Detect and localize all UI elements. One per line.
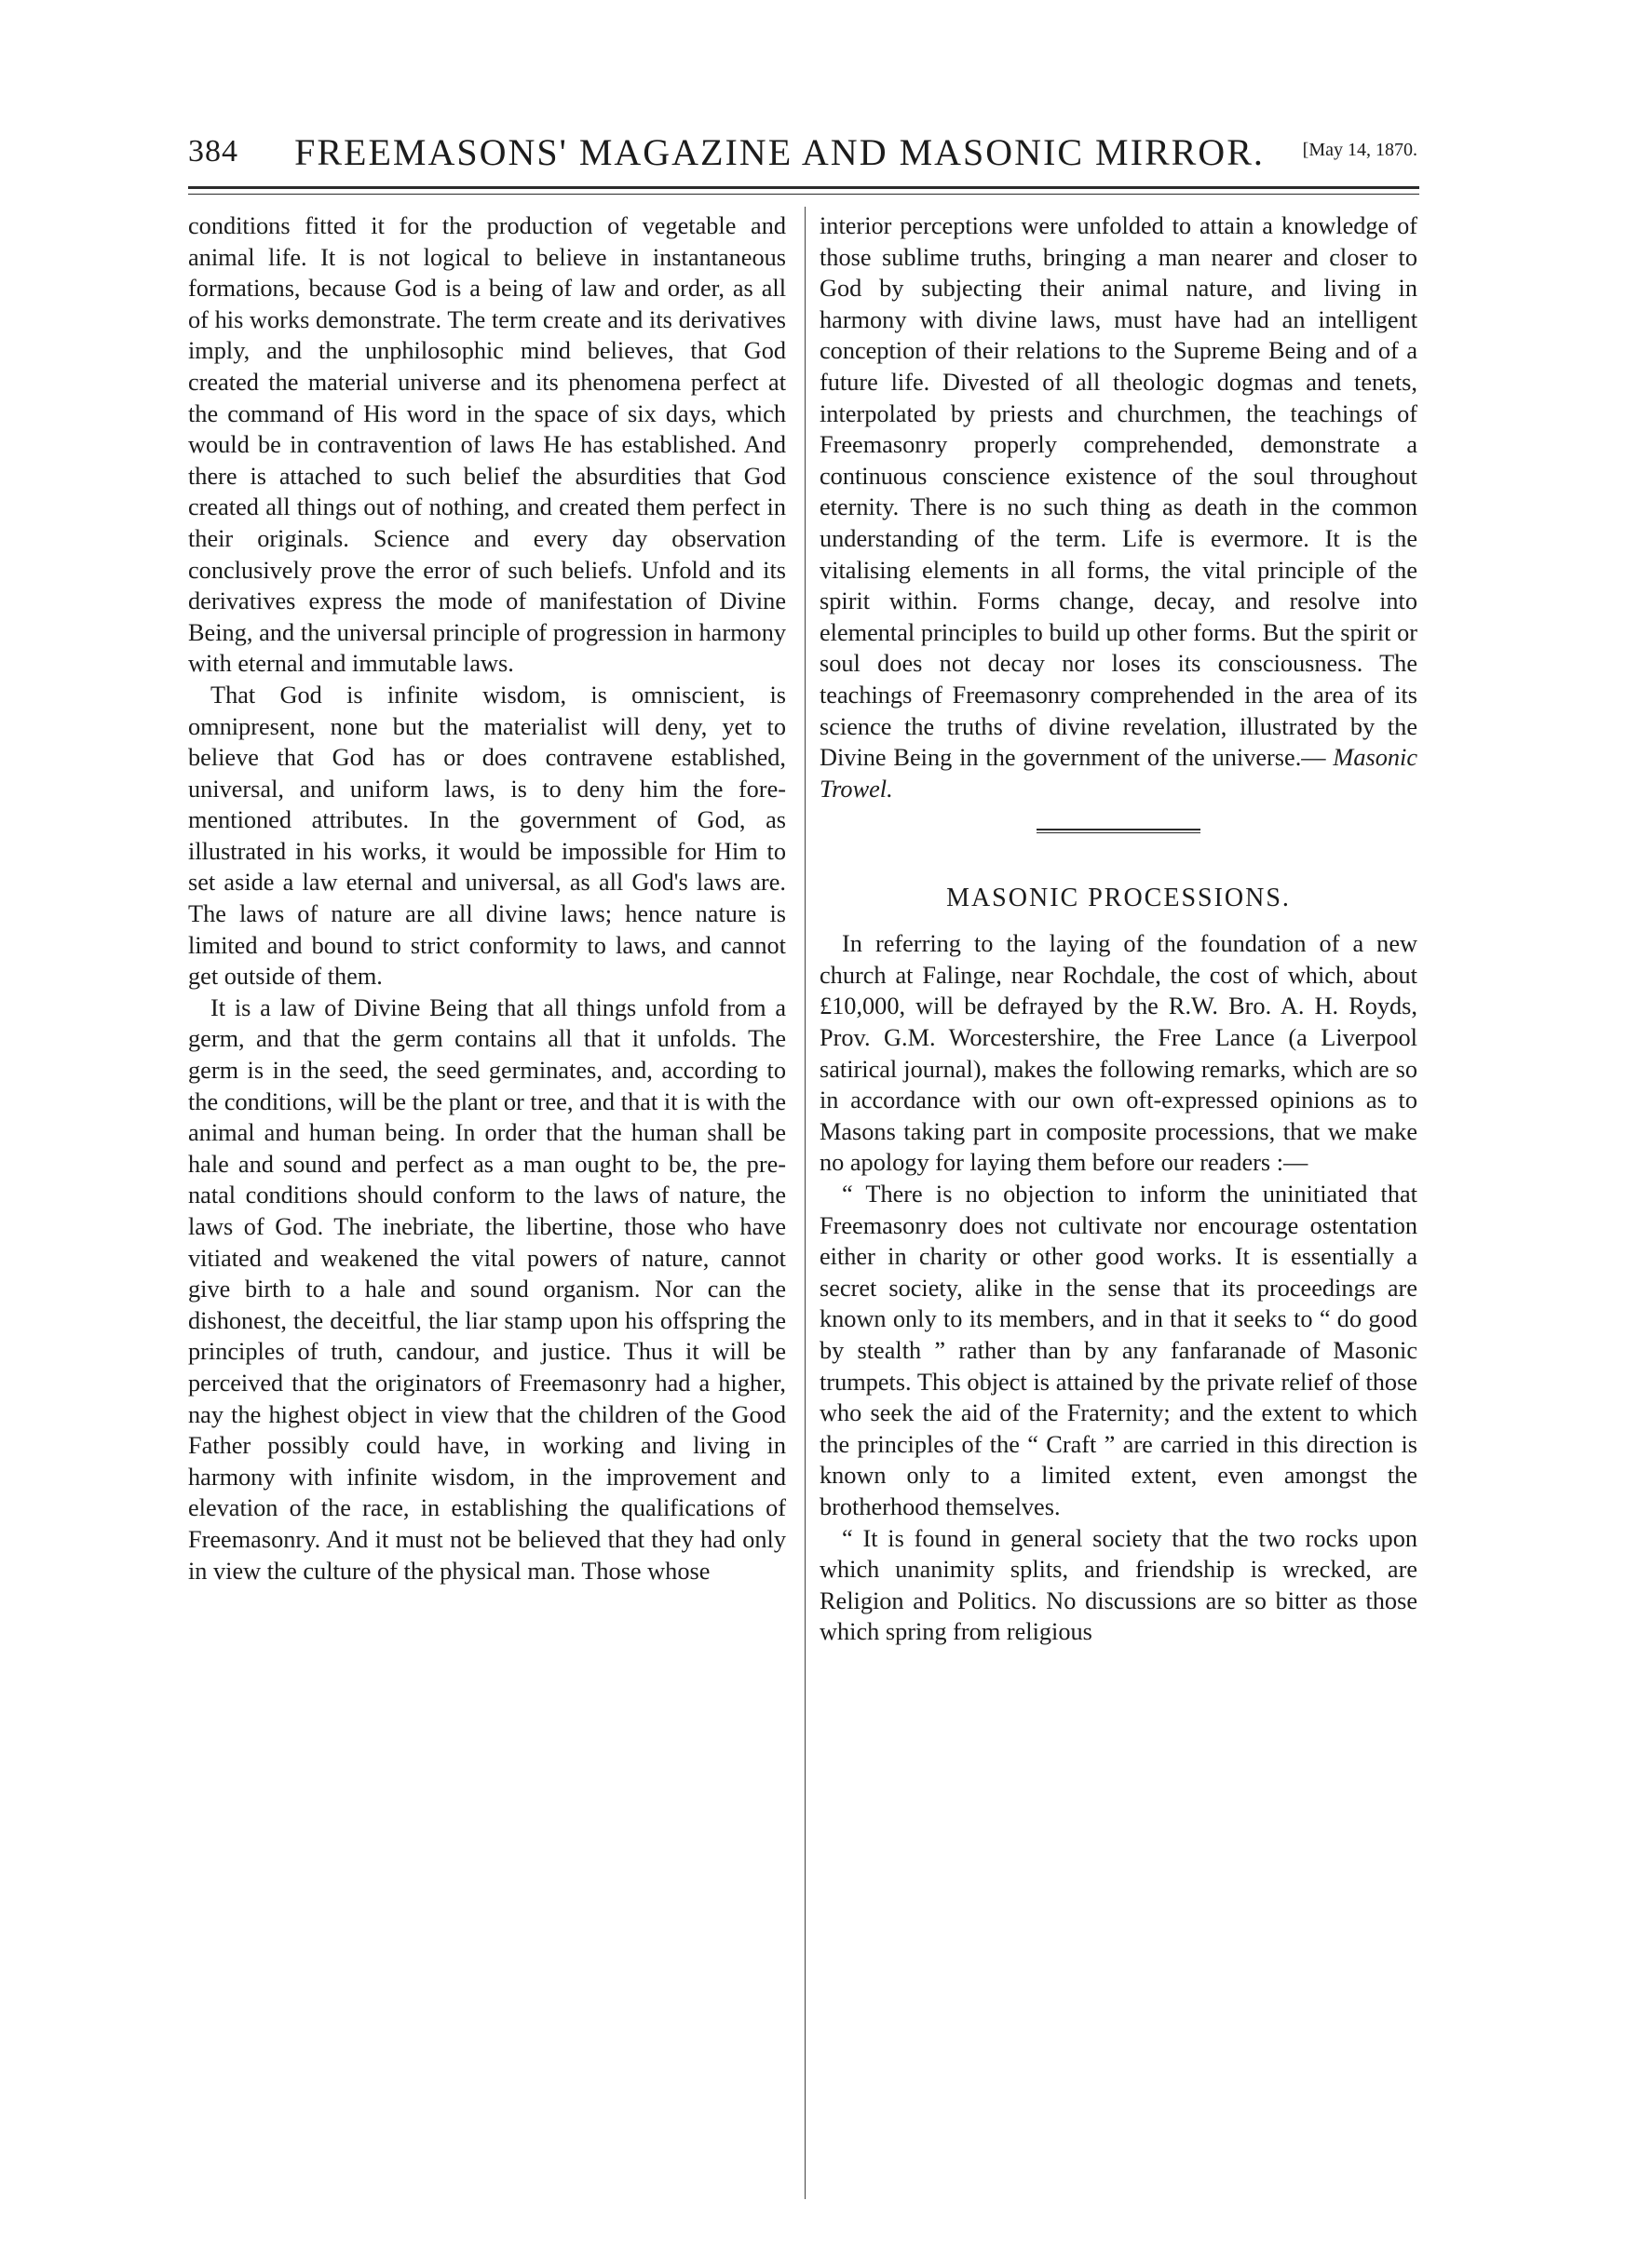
right-column <box>820 210 1417 1648</box>
left-column <box>188 210 786 1586</box>
article-separator-thin <box>1037 832 1200 833</box>
article-paragraph: In referring to the laying of the foundation of a new church at Falinge, near Rochdale, the cost of which, about £10,000, will be defrayed by the R.W. Bro. A. H. Royds, Prov. G.M. Worcestershire, the Free Lance (a Liverpool satirical journal), makes the following remarks, which are so in accordance with our own oft-expressed opinions as to Masons taking part in composite processions, that we make no apology for laying them before our readers :— <box>820 930 1417 1177</box>
header-rule-thin <box>188 194 1419 195</box>
article-paragraph <box>820 210 1417 804</box>
article-paragraph: “ It is found in general society that the two rocks upon which unanimity splits, and friendship is wrecked, are Religion and Politics. No discussions are so bitter as those which spring from religious <box>820 1524 1417 1646</box>
article-paragraph: It is a law of Divine Being that all things unfold from a germ, and that the germ contains all that it unfolds. The germ is in the seed, the seed germinates, and, according to the conditions, will be the plant or tree, and that it is with the animal and human being. In order that the human shall be hale and sound and perfect as a man ought to be, the pre-natal conditions should conform to the laws of nature, the laws of God. The inebriate, the libertine, those who have vitiated and weakened the vital powers of nature, cannot give birth to a hale and sound organism. Nor can the dishonest, the deceitful, the liar stamp upon his offspring the principles of truth, candour, and justice. Thus it will be perceived that the originators of Freemasonry had a higher, nay the highest object in view that the children of the Good Father possibly could have, in working and living in harmony with infinite wisdom, in the improvement and elevation of the race, in establishing the qualifications of Freemasonry. And it must not be believed that they had only in view the culture of the physical man. Those whose <box>188 993 786 1585</box>
masthead-title: FREEMASONS' MAGAZINE AND MASONIC MIRROR. <box>294 131 1265 173</box>
article-separator <box>1037 829 1200 830</box>
source-attribution: Masonic Trowel. <box>820 744 1417 803</box>
page-header <box>188 128 1419 181</box>
issue-date: [May 14, 1870. <box>1302 140 1417 160</box>
continued-text: interior perceptions were unfolded to attain a knowledge of those sublime truths, bringing a man nearer and closer to God by subjecting their animal nature, and living in harmony with divine laws, must have had an intelligent conception of their relations to the Supreme Being and of a future life. Divested of all theologic dogmas and tenets, interpolated by priests and churchmen, the teachings of Freemasonry properly comprehended, demonstrate a continuous conscience existence of the soul throughout eternity. There is no such thing as death in the common understanding of the term. Life is evermore. It is the vitalising elements in all forms, the vital principle of the spirit within. Forms change, decay, and resolve into elemental principles to build up other forms. But the spirit or soul does not decay nor loses its consciousness. The teachings of Freemasonry comprehended in the area of its science the truths of divine revelation, illustrated by the Divine Being in the government of the universe.— <box>820 212 1417 772</box>
article-paragraph: conditions fitted it for the production of vegetable and animal life. It is not logical to believe in instantaneous formations, because God is a being of law and order, as all of his works demonstrate. The term create and its derivatives imply, and the unphilosophic mind believes, that God created the material universe and its phenomena perfect at the command of His word in the space of six days, which would be in contravention of laws He has established. And there is attached to such belief the absurdities that God created all things out of nothing, and created them perfect in their originals. Science and every day observation conclusively prove the error of such beliefs. Unfold and its derivatives express the mode of manifestation of Divine Being, and the universal principle of progression in harmony with eternal and immutable laws. <box>188 212 786 678</box>
article-paragraph: That God is infinite wisdom, is omniscient, is omnipresent, none but the materialist will deny, yet to believe that God has or does contravene established, universal, and uniform laws, is to deny him the fore-mentioned attributes. In the government of God, as illustrated in his works, it would be impossible for Him to set aside a law eternal and universal, as all God's laws are. The laws of nature are all divine laws; hence nature is limited and bound to strict conformity to laws, and cannot get outside of them. <box>188 681 786 991</box>
section-heading: MASONIC PROCESSIONS. <box>946 884 1291 913</box>
page-number: 384 <box>188 134 238 169</box>
column-divider <box>805 207 806 2199</box>
header-rule <box>188 186 1419 189</box>
article-paragraph: “ There is no objection to inform the uninitiated that Freemasonry does not cultivate nor encourage ostentation either in charity or other good works. It is essentially a secret society, alike in the sense that its proceedings are known only to its members, and in that it seeks to “ do good by stealth ” rather than by any fanfaranade of Masonic trumpets. This object is attained by the private relief of those who seek the aid of the Fraternity; and the extent to which the principles of the “ Craft ” are carried in this direction is known only to a limited extent, even amongst the brotherhood themselves. <box>820 1181 1417 1520</box>
